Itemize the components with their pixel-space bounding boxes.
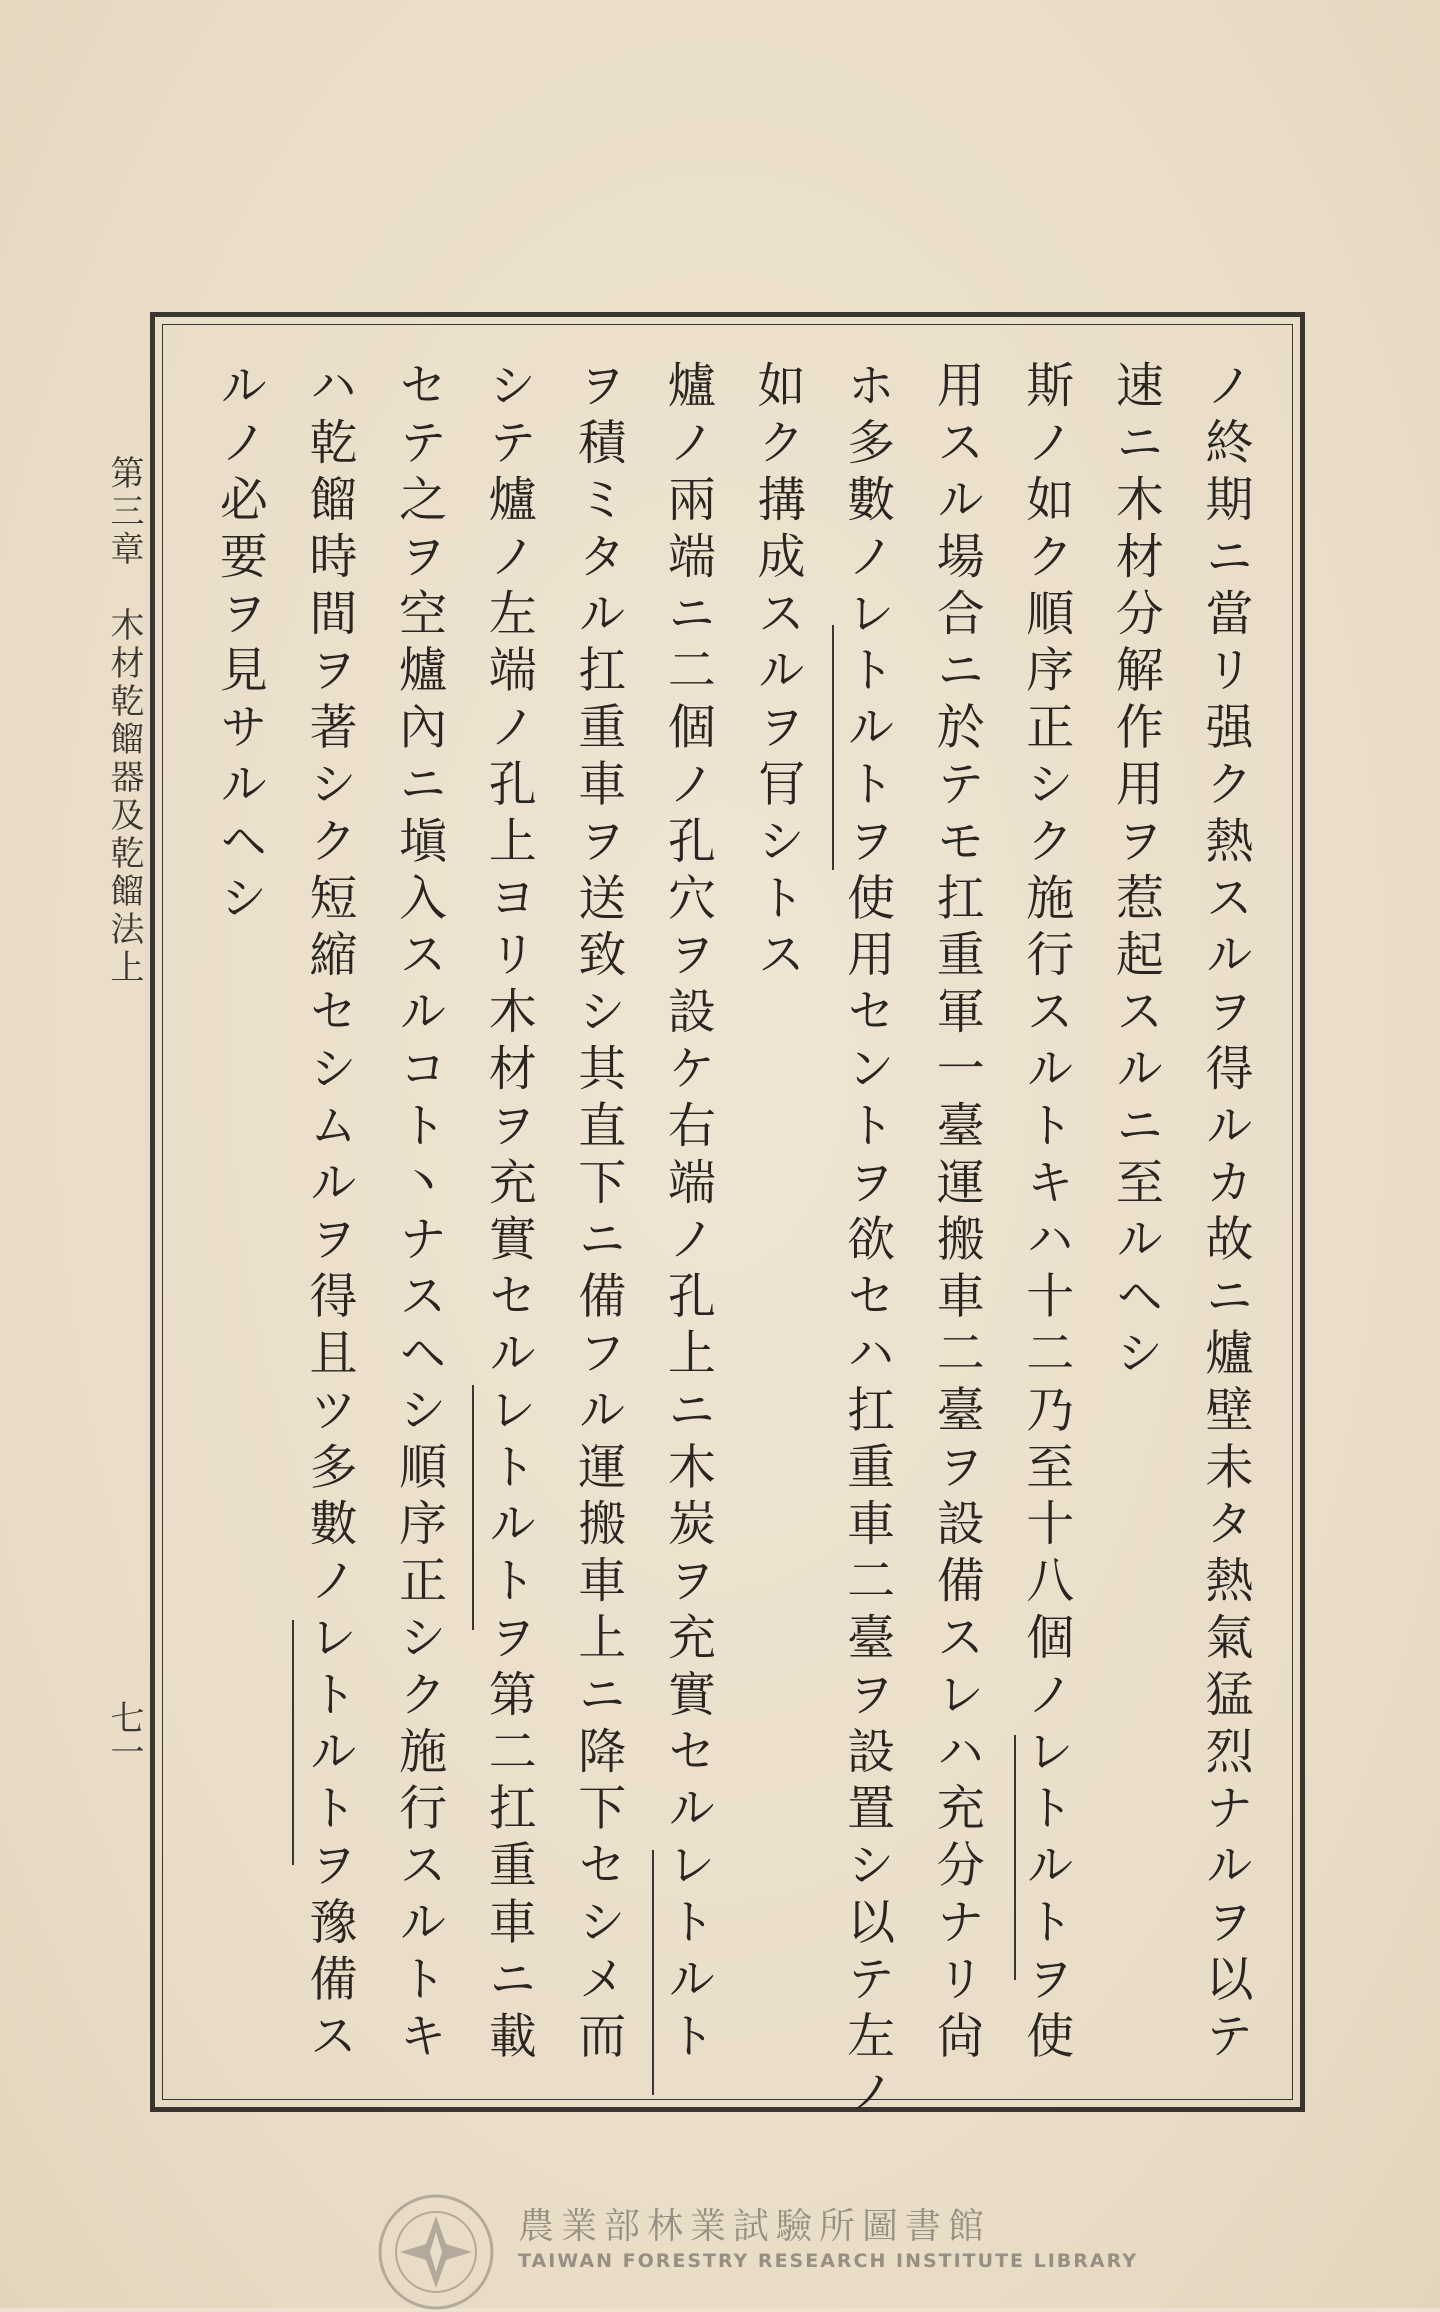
text-column-3: 斯ノ如ク順序正シク施行スルトキハ十二乃至十八個ノレトルトヲ使 [1017, 360, 1074, 2067]
term-sideline-mark [292, 1620, 294, 1865]
text-column-11: ハ乾餾時間ヲ著シク短縮セシムルヲ得且ツ多數ノレトルトヲ豫備ス [301, 360, 357, 2067]
library-seal-icon [376, 2192, 496, 2312]
text-column-12: ルノ必要ヲ見サルヘシ [211, 360, 268, 929]
text-column-10: セテ之ヲ空爐內ニ塡入スルコト丶ナスヘシ順序正シク施行スルトキ [390, 360, 447, 2067]
text-column-4: 用スル場合ニ於テモ扛重軍一臺運搬車二臺ヲ設備スレハ充分ナリ尙 [928, 360, 985, 2067]
term-sideline-mark [472, 1385, 474, 1630]
library-name-en: TAIWAN FORESTRY RESEARCH INSTITUTE LIBRARY [518, 2250, 1138, 2272]
library-name-zh: 農業部林業試驗所圖書館 [518, 2206, 992, 2247]
text-column-6: 如ク搆成スルヲ肎シトス [749, 360, 805, 986]
running-head: 第三章 木材乾餾器及乾餾法上 [104, 455, 144, 987]
text-column-9: シテ爐ノ左端ノ孔上ヨリ木材ヲ充實セルレトルトヲ第二扛重車ニ載 [480, 360, 537, 2067]
page-number: 七一 [104, 1700, 144, 1768]
term-sideline-mark [832, 625, 834, 870]
text-column-7: 爐ノ兩端ニ二個ノ孔穴ヲ設ケ右端ノ孔上ニ木炭ヲ充實セルレトルト [659, 360, 716, 2067]
text-column-5: ホ多數ノレトルトヲ使用セントヲ欲セハ扛重車二臺ヲ設置シ以テ左ノ [838, 360, 895, 2124]
text-column-8: ヲ積ミタル扛重車ヲ送致シ其直下ニ備フル運搬車上ニ降下セシメ而 [569, 360, 626, 2067]
text-column-2: 速ニ木材分解作用ヲ惹起スルニ至ルヘシ [1107, 360, 1164, 1385]
text-column-1: ノ終期ニ當リ强ク熱スルヲ得ルカ故ニ爐壁未タ熱氣猛烈ナルヲ以テ [1197, 360, 1253, 2067]
term-sideline-mark [652, 1850, 654, 2095]
term-sideline-mark [1014, 1735, 1016, 1980]
